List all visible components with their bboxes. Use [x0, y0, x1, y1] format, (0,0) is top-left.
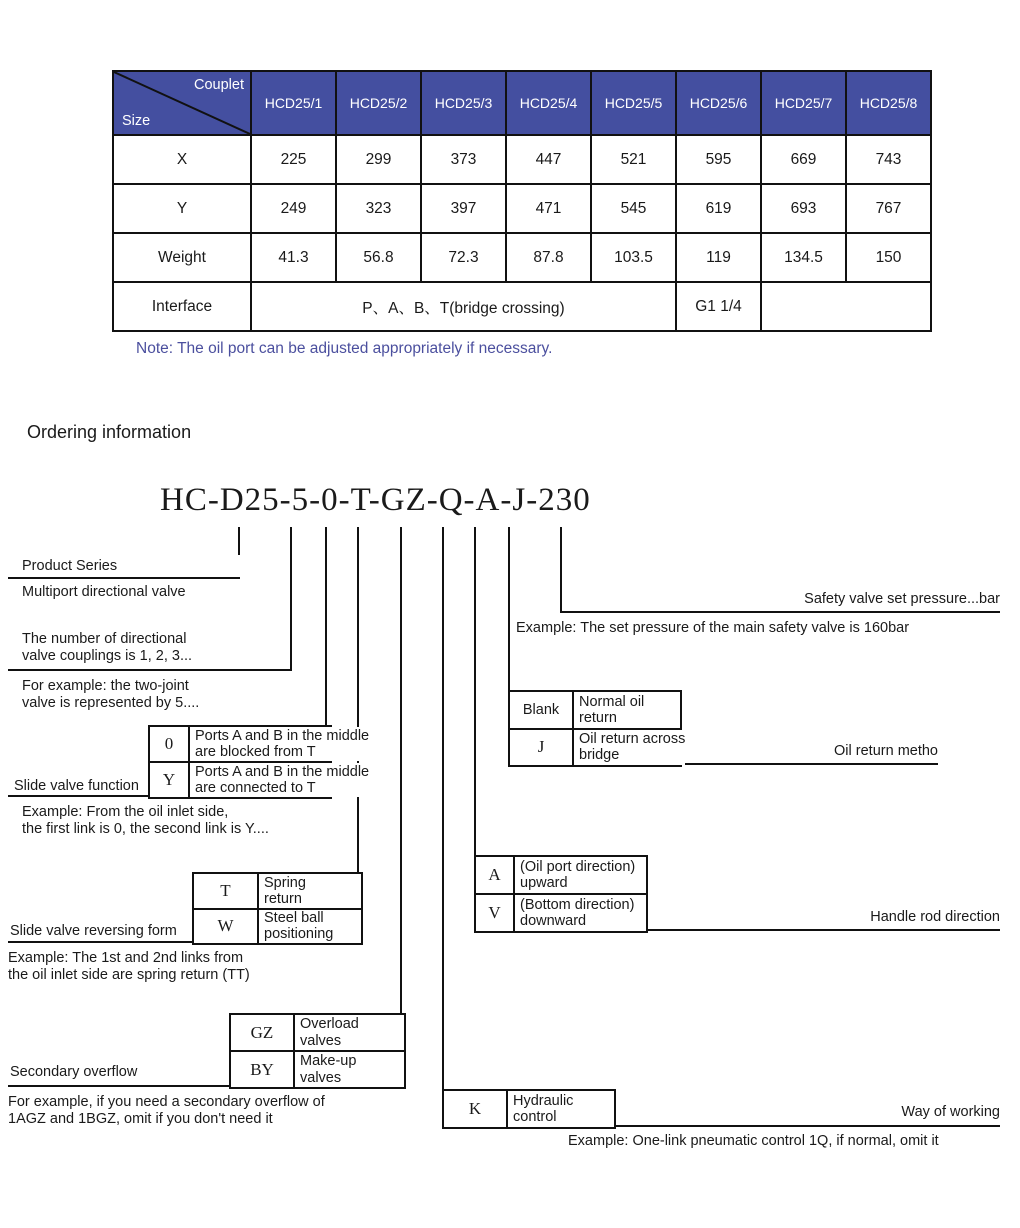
table-cell: 545	[591, 184, 676, 233]
option-desc-text: Ports A and B in the middle are blocked from T	[195, 727, 370, 760]
option-desc	[259, 910, 361, 944]
label-way-of-working: Way of working	[901, 1104, 1000, 1120]
table-cell: 521	[591, 135, 676, 184]
option-table-secondary-overflow	[229, 1013, 406, 1089]
option-table-way-of-working	[442, 1089, 616, 1129]
option-desc-text: (Bottom direction) downward	[520, 896, 635, 929]
option-row	[231, 1015, 404, 1050]
table-row-interface	[113, 282, 931, 331]
label-product-series-desc: Multiport directional valve	[22, 584, 186, 600]
table-cell: 150	[846, 233, 931, 282]
option-code: Blank	[510, 692, 574, 728]
table-cell: 397	[421, 184, 506, 233]
label-product-series: Product Series	[22, 558, 118, 574]
option-code: GZ	[231, 1015, 295, 1050]
interface-thread-cell: G1 1/4	[676, 282, 761, 331]
specification-table	[112, 70, 932, 332]
label-slide-valve-function-example-text: Example: From the oil inlet side, the first link is 0, the second link is Y....	[22, 804, 269, 838]
table-cell: 693	[761, 184, 846, 233]
leader-tick-product-series	[238, 527, 240, 555]
table-cell: 249	[251, 184, 336, 233]
column-header: HCD25/8	[846, 71, 931, 135]
option-code: V	[476, 895, 515, 931]
table-cell: 134.5	[761, 233, 846, 282]
table-row	[113, 135, 931, 184]
option-desc-text: Spring return	[264, 874, 306, 907]
table-cell: 41.3	[251, 233, 336, 282]
option-desc	[508, 1091, 614, 1127]
option-table-reversing-form	[192, 872, 363, 945]
label-slide-valve-function: Slide valve function	[14, 778, 139, 794]
table-cell: 743	[846, 135, 931, 184]
table-header-row	[113, 71, 931, 135]
option-code: BY	[231, 1052, 295, 1087]
table-row	[113, 233, 931, 282]
column-header: HCD25/1	[251, 71, 336, 135]
leader-tick-coupling-count	[290, 527, 292, 671]
table-cell: 103.5	[591, 233, 676, 282]
label-way-of-working-example: Example: One-link pneumatic control 1Q, if normal, omit it	[568, 1133, 939, 1149]
leader-line-product-series	[8, 577, 240, 579]
option-code: K	[444, 1091, 508, 1127]
table-note: Note: The oil port can be adjusted appropriately if necessary.	[136, 340, 553, 357]
label-secondary-overflow-example	[8, 1094, 325, 1128]
label-reversing-form-example	[8, 950, 250, 984]
option-desc-text: Overload valves	[300, 1016, 359, 1049]
leader-line-safety-valve	[560, 611, 1000, 613]
label-coupling-count-text: The number of directional valve couplings is 1, 2, 3...	[22, 631, 193, 665]
table-cell: 299	[336, 135, 421, 184]
label-reversing-form: Slide valve reversing form	[10, 923, 177, 939]
option-desc-text: Hydraulic control	[513, 1092, 574, 1125]
option-code: 0	[150, 727, 190, 761]
option-desc-text: Oil return across bridge	[579, 731, 686, 764]
table-cell: 619	[676, 184, 761, 233]
option-row	[510, 692, 680, 728]
option-table-slide-valve-function	[148, 725, 370, 799]
corner-header-cell	[113, 71, 251, 135]
leader-tick-safety-valve	[560, 527, 562, 611]
label-safety-valve-example: Example: The set pressure of the main safety valve is 160bar	[516, 620, 910, 636]
table-cell: 56.8	[336, 233, 421, 282]
option-desc	[515, 895, 646, 931]
option-row	[231, 1050, 404, 1087]
option-row	[150, 727, 370, 761]
label-coupling-example	[22, 678, 199, 712]
option-desc	[295, 1015, 404, 1050]
option-desc-text: Normal oil return	[579, 693, 645, 726]
option-desc	[295, 1052, 404, 1087]
option-row	[476, 893, 646, 931]
label-handle-rod-direction: Handle rod direction	[870, 909, 1000, 925]
table-cell: 225	[251, 135, 336, 184]
option-row	[194, 908, 361, 944]
corner-label-size: Size	[122, 113, 151, 129]
option-row	[150, 761, 370, 797]
option-desc	[574, 730, 685, 766]
option-desc	[190, 727, 369, 761]
interface-ports-cell: P、A、B、T(bridge crossing)	[251, 282, 676, 331]
option-desc	[259, 874, 361, 908]
table-cell: 72.3	[421, 233, 506, 282]
table-cell: 595	[676, 135, 761, 184]
label-oil-return-method: Oil return metho	[834, 743, 938, 759]
interface-empty-cell	[761, 282, 931, 331]
ordering-information-title: Ordering information	[27, 422, 192, 442]
option-table-handle-direction	[474, 855, 648, 933]
leader-tick-way-of-working	[442, 527, 444, 1089]
option-row	[510, 728, 686, 766]
label-reversing-form-example-text: Example: The 1st and 2nd links from the oil inlet side are spring return (TT)	[8, 950, 250, 984]
column-header: HCD25/4	[506, 71, 591, 135]
table-row	[113, 184, 931, 233]
column-header: HCD25/7	[761, 71, 846, 135]
label-coupling-example-text: For example: the two-joint valve is represented by 5....	[22, 678, 200, 712]
option-code: J	[510, 730, 574, 766]
column-header: HCD25/3	[421, 71, 506, 135]
table-cell: 323	[336, 184, 421, 233]
option-desc-text: Ports A and B in the middle are connected to T	[195, 763, 370, 796]
table-cell: 373	[421, 135, 506, 184]
model-code: HC-D25-5-0-T-GZ-Q-A-J-230	[160, 482, 591, 518]
leader-tick-secondary-overflow	[400, 527, 402, 1072]
column-header: HCD25/2	[336, 71, 421, 135]
corner-label-couplet: Couplet	[194, 77, 244, 93]
label-secondary-overflow: Secondary overflow	[10, 1064, 138, 1080]
table-cell: 119	[676, 233, 761, 282]
column-header: HCD25/6	[676, 71, 761, 135]
option-desc	[574, 692, 680, 728]
label-coupling-count	[22, 631, 192, 665]
leader-tick-oil-return-method	[508, 527, 510, 690]
row-label: Y	[113, 184, 251, 233]
option-table-oil-return	[508, 690, 686, 767]
option-desc	[515, 857, 646, 893]
option-code: W	[194, 910, 259, 944]
table-cell: 447	[506, 135, 591, 184]
option-row	[444, 1091, 614, 1127]
table-cell: 87.8	[506, 233, 591, 282]
column-header: HCD25/5	[591, 71, 676, 135]
leader-line-coupling-count	[8, 669, 292, 671]
label-secondary-overflow-example-text: For example, if you need a secondary overflow of 1AGZ and 1BGZ, omit if you don't need it	[8, 1094, 325, 1128]
option-code: Y	[150, 763, 190, 797]
option-desc-text: Steel ball positioning	[264, 910, 334, 943]
option-code: T	[194, 874, 259, 908]
row-label: Weight	[113, 233, 251, 282]
option-code: A	[476, 857, 515, 893]
option-row	[476, 857, 646, 893]
table-cell: 471	[506, 184, 591, 233]
option-desc-text: (Oil port direction) upward	[520, 858, 636, 891]
leader-tick-handle-rod-direction	[474, 527, 476, 855]
option-row	[194, 874, 361, 908]
table-cell: 767	[846, 184, 931, 233]
row-label: Interface	[113, 282, 251, 331]
option-desc-text: Make-up valves	[300, 1053, 357, 1086]
label-safety-valve: Safety valve set pressure...bar	[804, 591, 1000, 607]
option-desc	[190, 763, 369, 797]
table-cell: 669	[761, 135, 846, 184]
row-label: X	[113, 135, 251, 184]
label-slide-valve-function-example	[22, 804, 269, 838]
